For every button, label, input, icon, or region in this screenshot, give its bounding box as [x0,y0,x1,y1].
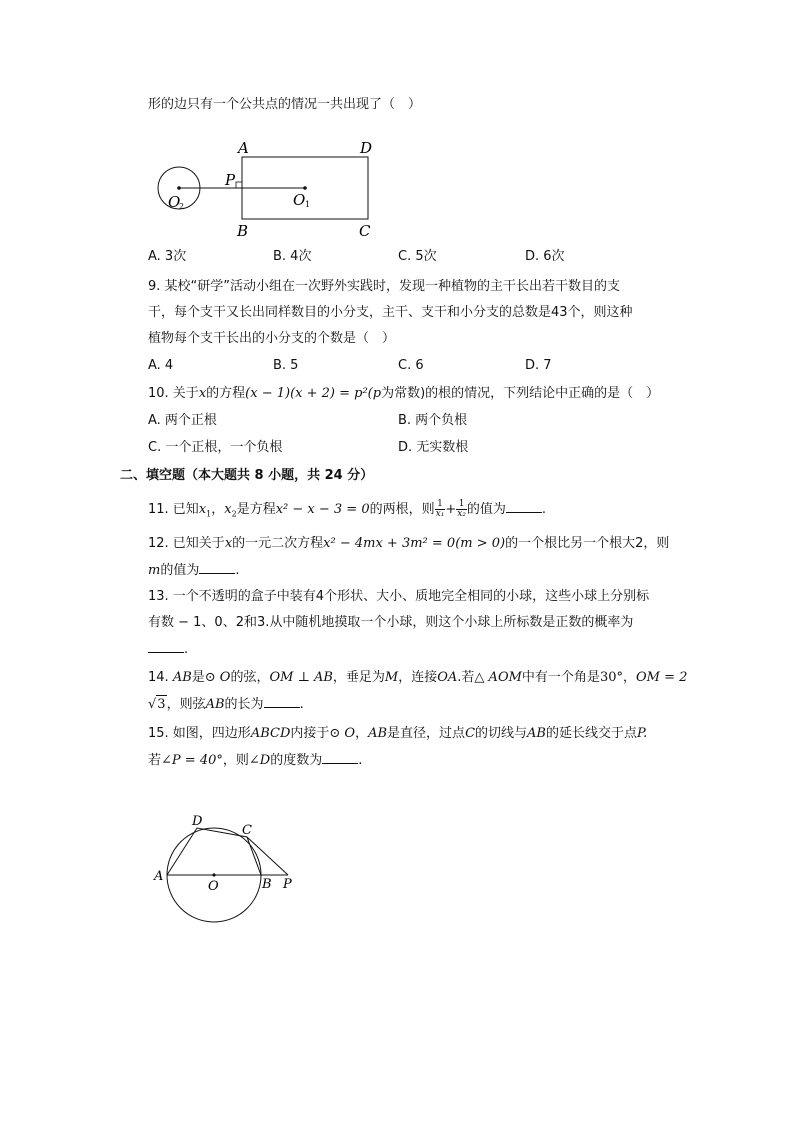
q15-circle: ⊙ O [329,726,356,741]
q11-fraction-2 [456,500,467,519]
q12-end: 的一个根比另一个根大2，则 [505,536,670,551]
q12-line2 [148,561,239,580]
q10-option-b[interactable]: B. 两个负根 [398,413,468,428]
q14-ab2: AB [205,697,225,712]
label-o1-sub: 1 [305,200,311,209]
q11-mid2: 的两根，则 [369,502,435,517]
q11-stem [148,500,546,524]
q11-x1: x [198,502,207,517]
q15-line1 [148,725,647,743]
q11-comma: ， [211,502,225,517]
q9-option-b[interactable]: B. 5 [273,358,299,373]
q8-option-a[interactable]: A. 3次 [148,249,187,264]
q15-t7: 若 [148,753,162,768]
q11-frac1-den: x₁ [435,509,445,519]
label-b: B [262,877,272,892]
label-d: D [360,139,373,157]
center-point-o [212,873,215,876]
point-o1 [303,186,307,190]
q14-circle: ⊙ O [204,670,231,685]
q14-t9: 的长为 [224,697,264,712]
q14-m: M [384,670,399,685]
q8-figure [150,135,390,245]
label-b: B [237,222,249,240]
q14-period: . [299,697,304,712]
q14-triangle: △ AOM [474,670,522,685]
q14-t1: 是 [191,670,205,685]
tangent-cp [247,837,288,875]
q13-line2: 有数 − 1、0、2和3.从中随机地摸取一个小球，则这个小球上所标数是正数的概率为 [148,615,634,630]
q15-p: P. [637,726,648,741]
q15-t9: 的度数为 [270,753,323,768]
label-o: O [208,879,219,894]
q11-plus: + [445,502,457,517]
q9-line3: 植物每个支干长出的小分支的个数是（ ） [148,331,396,346]
q11-period: . [541,502,547,517]
q10-var: x [198,386,207,401]
q11-end: 的值为 [466,502,506,517]
q12-var: x [224,536,233,551]
q15-answer-blank[interactable] [322,751,358,764]
q14-t5: .若 [457,670,475,685]
q15-t5: 的切线与 [475,726,528,741]
label-a: A [154,869,164,884]
q8-option-d[interactable]: D. 6次 [525,249,565,264]
label-o2-sub: 2 [179,202,185,211]
q9-option-a[interactable]: A. 4 [148,358,174,373]
right-angle-mark [236,182,242,188]
q10-option-c[interactable]: C. 一个正根，一个负根 [148,440,283,455]
label-o2: O [168,193,181,211]
q12-answer-blank[interactable] [199,561,235,574]
q15-t1: 15. 如图，四边形 [148,726,251,741]
q14-perp: OM ⊥ AB [269,670,333,685]
q8-text: 形的边只有一个公共点的情况一共出现了（ ） [148,97,422,112]
q14-t4: ，连接 [398,670,438,685]
q12-mid: 的一元二次方程 [232,536,324,551]
q14-angle: 30° [599,670,623,685]
q10-option-d[interactable]: D. 无实数根 [398,440,469,455]
label-a: A [238,139,249,157]
q11-x2: x [224,502,232,517]
q14-sqrt-3: 3 [157,697,166,712]
q12-equation: x² − 4mx + 3m² = 0(m > 0) [323,536,506,551]
q11-fraction-1 [435,500,446,519]
q15-c: C [465,726,476,741]
q15-ab2: AB [527,726,546,741]
q15-t3: ， [355,726,369,741]
q13-period: . [184,642,189,657]
point-o2 [177,186,181,190]
q14-t7: ， [622,670,636,685]
q14-line2 [148,695,304,714]
q10-option-a[interactable]: A. 两个正根 [148,413,217,428]
q10-stem [148,385,659,403]
q14-ab: AB [172,670,192,685]
q15-ab: AB [368,726,388,741]
q9-line2: 干，每个支干又长出同样数目的小分支，主干、支干和小分支的总数是43个，则这种 [148,305,633,320]
q11-frac1-num: 1 [435,500,446,510]
label-d: D [192,814,203,829]
q11-prefix: 11. 已知 [148,502,199,517]
q15-period: . [358,753,363,768]
q14-t8: ，则弦 [166,697,206,712]
q14-oa: OA [437,670,458,685]
q11-mid: 是方程 [236,502,276,517]
q15-abcd: ABCD [250,726,291,741]
q14-om: OM = 2 [636,670,688,685]
q8-option-c[interactable]: C. 5次 [398,249,437,264]
label-c: C [242,823,252,838]
q8-option-b[interactable]: B. 4次 [273,249,312,264]
q14-line1 [148,669,687,687]
q15-figure [150,810,310,925]
label-p: P [225,171,236,189]
q13-line1: 13. 一个不透明的盒子中装有4个形状、大小、质地完全相同的小球，这些小球上分别标 [148,589,650,604]
section-heading: 二、填空题（本大题共 8 小题，共 24 分） [120,468,374,483]
q12-prefix: 12. 已知关于 [148,536,225,551]
q9-option-c[interactable]: C. 6 [398,358,424,373]
q15-line2 [148,751,362,770]
q10-equation: (x − 1)(x + 2) = p²(p [245,386,382,401]
q15-angle-d: ∠D [248,753,271,768]
q15-angle-p: ∠P = 40° [161,753,223,768]
q14-t6: 中有一个角是 [521,670,600,685]
q9-line1: 9. 某校“研学”活动小组在一次野外实践时，发现一种植物的主干长出若干数目的支 [148,279,621,294]
q14-answer-blank[interactable] [264,695,300,708]
q11-answer-blank[interactable] [506,500,542,513]
q9-option-d[interactable]: D. 7 [525,358,552,373]
q14-t3: ，垂足为 [332,670,385,685]
q15-t6: 的延长线交于点 [545,726,637,741]
q11-x1-sub: 1 [206,509,212,519]
q12-line1 [148,535,669,553]
q14-sqrt-sign: √ [148,697,157,712]
q10-mid: 的方程 [206,386,246,401]
q12-line2-text: 的值为 [160,563,200,578]
q15-t8: ，则 [222,753,249,768]
label-c: C [359,222,371,240]
q14-t2: 的弦， [230,670,270,685]
q15-t4: 是直径，过点 [387,726,466,741]
q15-t2: 内接于 [290,726,330,741]
q11-frac2-num: 1 [456,500,467,510]
q12-period: . [235,563,240,578]
q11-equation: x² − x − 3 = 0 [275,502,370,517]
q11-x2-sub: 2 [231,509,237,519]
q12-m: m [148,563,161,578]
q14-num: 14. [148,670,173,685]
q11-frac2-den: x₂ [457,509,466,519]
q10-prefix: 10. 关于 [148,386,199,401]
q13-answer-blank[interactable] [148,640,184,653]
label-o1: O [293,191,306,209]
label-p: P [283,877,292,892]
q13-line3 [148,640,188,659]
q10-after: 为常数)的根的情况，下列结论中正确的是（ ） [381,386,660,401]
